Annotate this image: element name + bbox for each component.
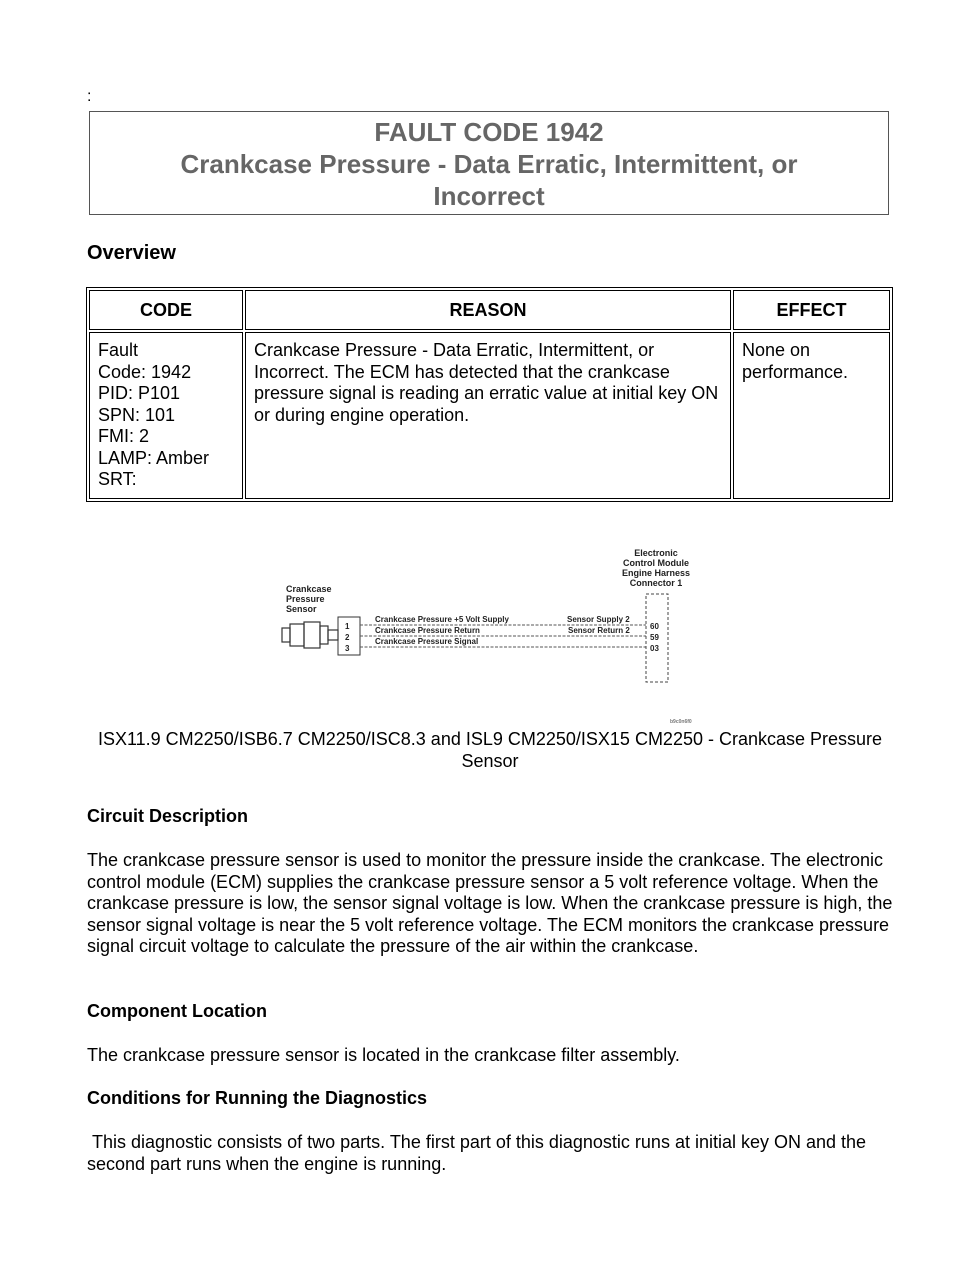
ecm-pin: 03: [650, 644, 659, 653]
code-line: FMI: 2: [98, 426, 150, 446]
circuit-description-text: The crankcase pressure sensor is used to monitor the pressure inside the crankcase. The electronic control module (ECM) supplies the crankcase pressure sensor a 5 volt reference voltage. When the crankcase pressure is low, the sensor signal voltage is low. When the crankcase pressure is high, the sensor signal voltage is near the 5 volt reference voltage. The ECM monitors the crankcase pressure signal circuit voltage to calculate the pressure of the air within the crankcase.: [87, 850, 893, 956]
pin-number: 3: [345, 644, 350, 653]
ecm-wire-label: Sensor Supply 2: [567, 615, 630, 624]
wire-label: Crankcase Pressure +5 Volt Supply: [375, 615, 509, 624]
header-code: CODE: [89, 290, 243, 330]
sensor-label-line: Pressure: [286, 594, 325, 604]
component-location-text: The crankcase pressure sensor is located in the crankcase filter assembly.: [87, 1045, 680, 1065]
ecm-label-line: Connector 1: [629, 578, 683, 588]
wire-label: Crankcase Pressure Signal: [375, 637, 479, 646]
code-line: LAMP: Amber: [98, 447, 210, 468]
overview-heading: Overview: [87, 242, 176, 264]
sensor-label-line: Crankcase: [286, 584, 332, 594]
effect-cell: None on performance.: [733, 332, 890, 499]
circuit-description-heading: Circuit Description: [87, 806, 249, 826]
wire-label: Crankcase Pressure Return: [375, 626, 480, 635]
ecm-wire-label: Sensor Return 2: [568, 626, 630, 635]
ecm-label-line: Electronic: [634, 548, 678, 558]
code-cell: [89, 332, 243, 499]
ecm-pin: 60: [650, 622, 659, 631]
code-line: SRT:: [98, 469, 137, 489]
sensor-label-line: Sensor: [286, 604, 317, 614]
header-effect: EFFECT: [733, 290, 890, 330]
title-box: [89, 111, 889, 215]
reason-cell: Crankcase Pressure - Data Erratic, Intermittent, or Incorrect. The ECM has detected that the crankcase pressure signal is reading an erratic value at initial key ON or during engine operation.: [245, 332, 731, 499]
component-location-heading: Component Location: [87, 1001, 267, 1021]
diagram-caption: ISX11.9 CM2250/ISB6.7 CM2250/ISC8.3 and ISL9 CM2250/ISX15 CM2250 - Crankcase Pressure Sensor: [97, 729, 883, 771]
crankcase-pressure-sensor-icon: [282, 622, 338, 648]
pin-number: 2: [345, 633, 350, 642]
overview-table: [86, 287, 893, 502]
ecm-label-line: Engine Harness: [621, 568, 691, 578]
fault-code-title: FAULT CODE 1942: [374, 117, 604, 147]
figure-id: b9c0n6f0: [670, 719, 692, 725]
conditions-text: This diagnostic consists of two parts. The first part of this diagnostic runs at initial key ON and the second part runs when the engine is running.: [87, 1132, 872, 1174]
header-reason: REASON: [245, 290, 731, 330]
fault-code-subtitle: Crankcase Pressure - Data Erratic, Intermittent, or Incorrect: [180, 149, 798, 211]
wiring-diagram: [270, 540, 710, 730]
conditions-heading: Conditions for Running the Diagnostics: [87, 1088, 427, 1108]
code-line: Code: 1942: [98, 361, 192, 382]
page-colon: :: [87, 88, 92, 105]
code-line: PID: P101: [98, 383, 181, 403]
code-line: SPN: 101: [98, 404, 176, 425]
pin-number: 1: [345, 622, 350, 631]
ecm-pin: 59: [650, 633, 659, 642]
code-line: Fault: [98, 340, 139, 360]
ecm-label-line: Control Module: [623, 558, 689, 568]
